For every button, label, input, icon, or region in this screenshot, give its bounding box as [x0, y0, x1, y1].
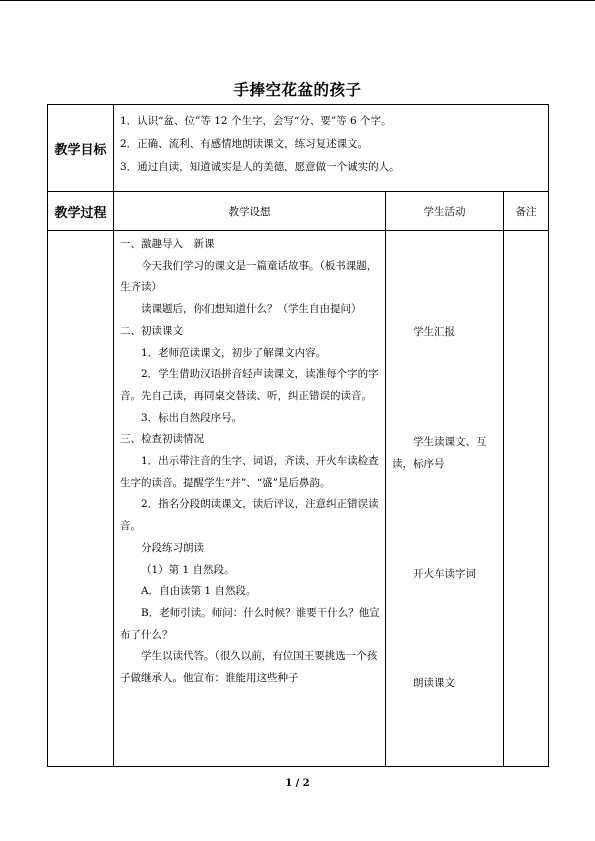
design-line: 2．指名分段朗读课文，读后评议，注意纠正错误读音。	[120, 498, 379, 533]
process-header: 教学过程	[48, 192, 114, 231]
activity-item: 学生读课文、互读，标序号	[392, 436, 487, 470]
design-line: 3．标出自然段序号。	[141, 411, 243, 424]
design-line: 1．出示带注音的生字、词语，齐读、开火车读检查生字的读音。提醒学生“并”、“盛”是后鼻韵。	[120, 455, 379, 489]
goals-content	[114, 105, 549, 192]
activity-item: 开火车读字词	[413, 568, 476, 580]
page-number: 1 / 2	[285, 778, 310, 789]
design-line: （1）第 1 自然段。	[141, 563, 235, 576]
goal-item: 2．正确、流利、有感情地朗读课文，练习复述课文。	[120, 138, 369, 150]
lesson-plan-table	[47, 104, 549, 767]
design-cell	[114, 231, 386, 767]
design-line: A．自由读第 1 自然段。	[141, 585, 257, 598]
design-line: 今天我们学习的课文是一篇童话故事。（板书课题，生齐读）	[120, 259, 378, 294]
process-body-row	[48, 231, 549, 767]
notes-cell	[504, 231, 549, 767]
goal-item: 1．认识“盆、位”等 12 个生字，会写“分、要”等 6 个字。	[120, 115, 392, 127]
goals-header: 教学目标	[48, 105, 114, 192]
design-line: 一、激趣导入 新课	[120, 238, 215, 250]
design-line: 2．学生借助汉语拼音轻声读课文，读准每个字的字音。先自己读，再同桌交替读、听，纠正错误的读音。	[120, 368, 379, 402]
design-line: B．老师引读。师问：什么时候？谁要干什么？他宣布了什么？	[120, 606, 380, 641]
column-header-design: 教学设想	[114, 192, 386, 231]
design-line: 学生以读代答。（很久以前，有位国王要挑选一个孩子做继承人。他宣布：谁能用这些种子	[120, 650, 378, 685]
activity-item: 学生汇报	[413, 326, 455, 338]
activity-cell	[386, 231, 504, 767]
design-line: 分段练习朗读	[141, 541, 204, 554]
design-line: 二、初读课文	[120, 324, 183, 337]
column-header-activity: 学生活动	[386, 192, 504, 231]
page-title: 手捧空花盆的孩子	[233, 81, 362, 99]
design-line: 读课题后，你们想知道什么？（学生自由提问）	[141, 303, 362, 316]
design-line: 1．老师范读课文，初步了解课文内容。	[141, 346, 327, 359]
process-header-row	[48, 192, 549, 231]
page-top-rule	[0, 0, 595, 1]
column-header-notes: 备注	[504, 192, 549, 231]
goal-item: 3．通过自读，知道诚实是人的美德，愿意做一个诚实的人。	[120, 161, 400, 173]
activity-item: 朗读课文	[413, 677, 455, 689]
goals-row	[48, 105, 549, 192]
process-label-cell	[48, 231, 114, 767]
design-line: 三、检查初读情况	[120, 433, 204, 446]
